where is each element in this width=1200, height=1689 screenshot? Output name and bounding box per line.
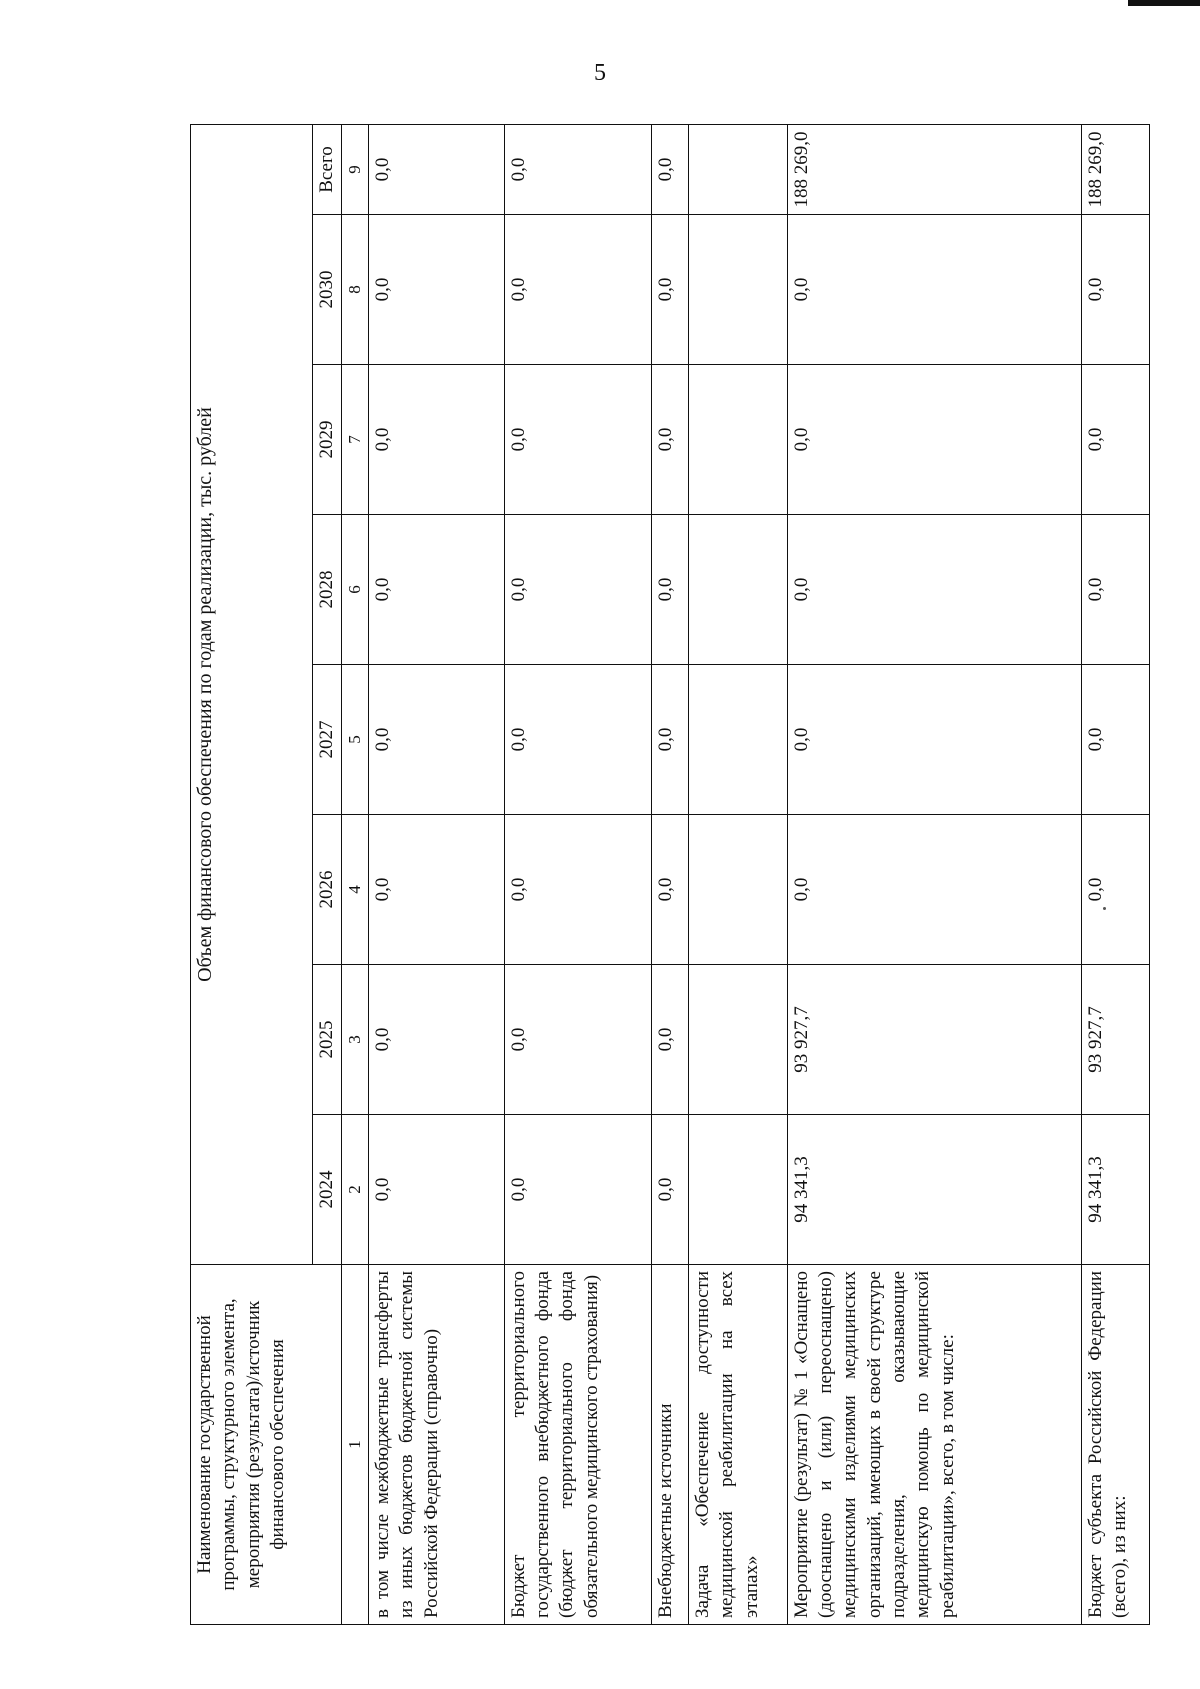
- value-cell: 0,0: [504, 365, 651, 515]
- value-cell: 0,0: [369, 365, 505, 515]
- value-cell: 0,0: [1081, 365, 1149, 515]
- value-cell: 93 927,7: [787, 965, 1081, 1115]
- financing-table: [190, 124, 1150, 1625]
- value-cell: 0,0: [1081, 815, 1149, 965]
- value-cell: 0,0: [787, 665, 1081, 815]
- row-name-cell: Бюджет территориального государственного внебюджетного фонда (бюджет территориального фонда обязательного медицинского страхования): [504, 1265, 651, 1625]
- value-cell: 0,0: [504, 515, 651, 665]
- scan-edge-mark: [1128, 0, 1200, 6]
- value-cell: 0,0: [504, 965, 651, 1115]
- table-row: [688, 124, 787, 1624]
- header-year: 2028: [313, 515, 342, 665]
- row-name-cell: Задача «Обеспечение доступности медицинской реабилитации на всех этапах»: [688, 1265, 787, 1625]
- value-cell: [688, 515, 787, 665]
- header-year: 2030: [313, 215, 342, 365]
- value-cell: 188 269,0: [787, 124, 1081, 214]
- value-cell: 94 341,3: [787, 1115, 1081, 1265]
- value-cell: [688, 1115, 787, 1265]
- value-cell: 0,0: [651, 665, 688, 815]
- header-name: Наименование государственной программы, структурного элемента, мероприятия (результата)/источник финансового обеспечения: [191, 1265, 342, 1625]
- value-cell: 0,0: [651, 365, 688, 515]
- value-cell: 0,0: [369, 124, 505, 214]
- value-cell: [688, 215, 787, 365]
- column-number: 7: [342, 365, 369, 515]
- column-number: 5: [342, 665, 369, 815]
- row-name-cell: Мероприятие (результат) № 1 «Оснащено (дооснащено и (или) переоснащено) медицинскими изделиями медицинских организаций, имеющих в своей структуре подразделения, оказывающие медицинскую помощь по медицинской реабилитации», всего, в том числе:: [787, 1265, 1081, 1625]
- table-body: [369, 124, 1150, 1624]
- page-number: 5: [594, 60, 606, 86]
- value-cell: 0,0: [504, 665, 651, 815]
- value-cell: 0,0: [787, 515, 1081, 665]
- column-number: 4: [342, 815, 369, 965]
- value-cell: [688, 365, 787, 515]
- value-cell: 0,0: [787, 365, 1081, 515]
- value-cell: 93 927,7: [1081, 965, 1149, 1115]
- header-year: 2027: [313, 665, 342, 815]
- value-cell: 0,0: [651, 965, 688, 1115]
- value-cell: 0,0: [369, 1115, 505, 1265]
- value-cell: 0,0: [369, 215, 505, 365]
- column-number: 8: [342, 215, 369, 365]
- value-cell: 0,0: [651, 215, 688, 365]
- header-year: 2026: [313, 815, 342, 965]
- column-number: 2: [342, 1115, 369, 1265]
- table-row: [504, 124, 651, 1624]
- value-cell: [688, 965, 787, 1115]
- header-year: 2029: [313, 365, 342, 515]
- row-name-cell: в том числе межбюджетные трансферты из иных бюджетов бюджетной системы Российской Федерации (справочно): [369, 1265, 505, 1625]
- value-cell: 0,0: [504, 124, 651, 214]
- header-volume: Объем финансового обеспечения по годам реализации, тыс. рублей: [191, 124, 313, 1264]
- value-cell: 0,0: [1081, 665, 1149, 815]
- value-cell: 0,0: [651, 1115, 688, 1265]
- value-cell: 0,0: [1081, 215, 1149, 365]
- value-cell: 0,0: [651, 815, 688, 965]
- column-number: 1: [342, 1265, 369, 1625]
- value-cell: 0,0: [369, 515, 505, 665]
- value-cell: 0,0: [504, 1115, 651, 1265]
- value-cell: 0,0: [369, 815, 505, 965]
- table-row: [651, 124, 688, 1624]
- value-cell: [688, 124, 787, 214]
- value-cell: 0,0: [504, 215, 651, 365]
- value-cell: 0,0: [1081, 515, 1149, 665]
- header-year: 2025: [313, 965, 342, 1115]
- table-row: [787, 124, 1081, 1624]
- value-cell: 0,0: [651, 515, 688, 665]
- row-name-cell: Внебюджетные источники: [651, 1265, 688, 1625]
- value-cell: 188 269,0: [1081, 124, 1149, 214]
- header-year: 2024: [313, 1115, 342, 1265]
- column-number: 6: [342, 515, 369, 665]
- value-cell: 0,0: [787, 815, 1081, 965]
- header-year: Всего: [313, 124, 342, 214]
- value-cell: 0,0: [787, 215, 1081, 365]
- value-cell: 0,0: [504, 815, 651, 965]
- value-cell: 0,0: [369, 665, 505, 815]
- table-row: [1081, 124, 1149, 1624]
- column-number: 9: [342, 124, 369, 214]
- value-cell: 0,0: [369, 965, 505, 1115]
- value-cell: [688, 815, 787, 965]
- value-cell: [688, 665, 787, 815]
- row-name-cell: Бюджет субъекта Российской Федерации (всего), из них:: [1081, 1265, 1149, 1625]
- table-row: [369, 124, 505, 1624]
- value-cell: 94 341,3: [1081, 1115, 1149, 1265]
- table-container: [190, 125, 1150, 1625]
- column-number: 3: [342, 965, 369, 1115]
- value-cell: 0,0: [651, 124, 688, 214]
- rotated-table: [190, 125, 1150, 1625]
